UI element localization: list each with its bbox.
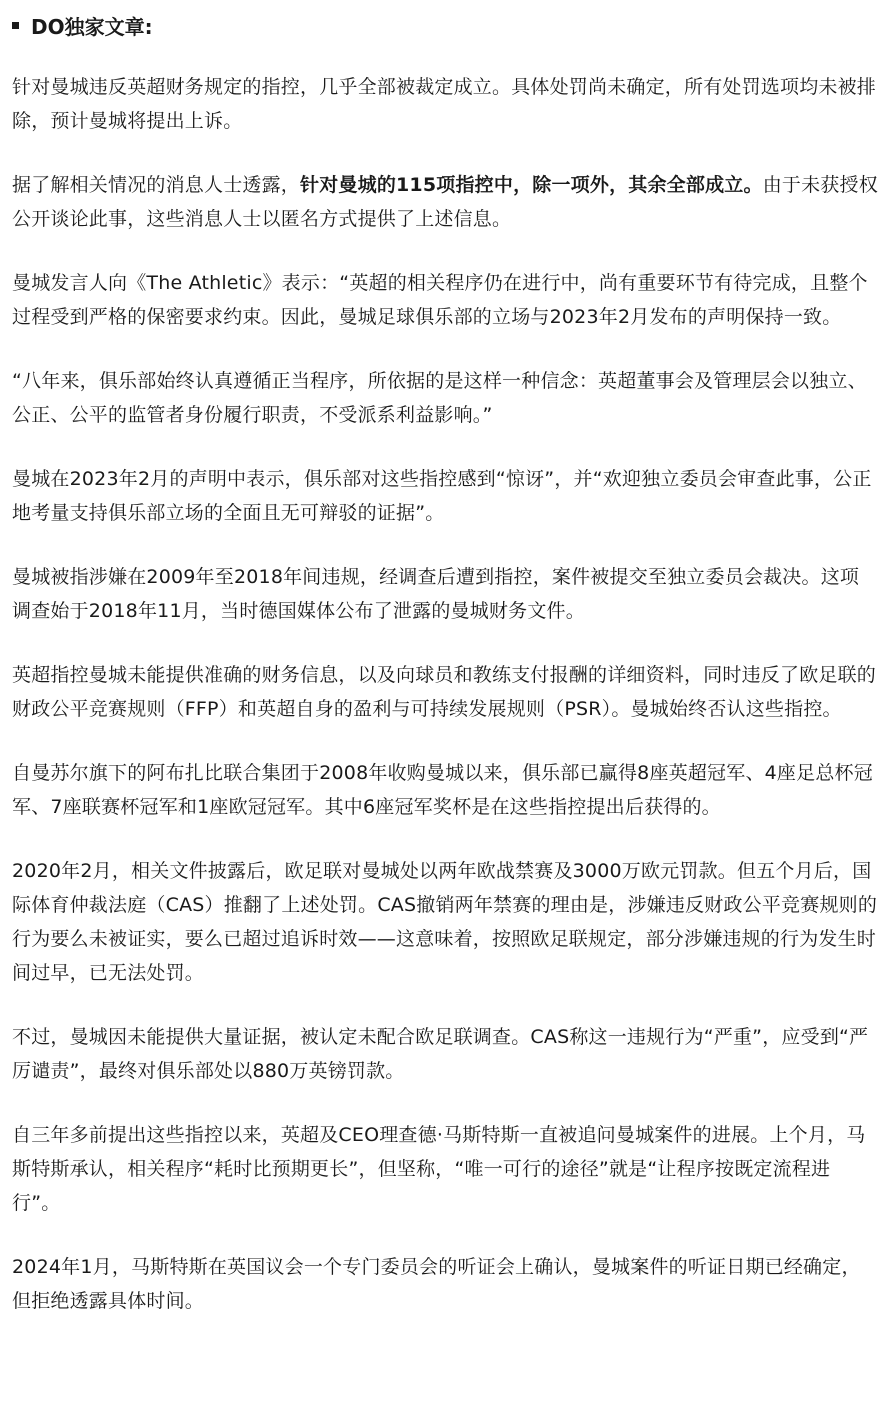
paragraph-7: 英超指控曼城未能提供准确的财务信息，以及向球员和教练支付报酬的详细资料，同时违反了欧足联的财政公平竞赛规则（FFP）和英超自身的盈利与可持续发展规则（PSR）。曼城始终否认这些指控。 <box>12 664 877 720</box>
paragraph-6: 曼城被指涉嫌在2009年至2018年间违规，经调查后遭到指控，案件被提交至独立委员会裁决。这项调查始于2018年11月，当时德国媒体公布了泄露的曼城财务文件。 <box>12 566 860 622</box>
paragraph-10: 不过，曼城因未能提供大量证据，被认定未配合欧足联调查。CAS称这一违规行为“严重”，应受到“严厉谴责”，最终对俱乐部处以880万英镑罚款。 <box>12 1026 869 1082</box>
header-title: DO独家文章: <box>31 14 153 39</box>
article-header <box>12 12 153 38</box>
paragraph-2-lead: 据了解相关情况的消息人士透露， <box>12 174 301 196</box>
paragraph-2-tail: 由于未获授权公开谈论此事，这些消息人士以匿名方式提供了上述信息。 <box>12 174 878 230</box>
paragraph-12: 2024年1月，马斯特斯在英国议会一个专门委员会的听证会上确认，曼城案件的听证日期已经确定，但拒绝透露具体时间。 <box>12 1256 861 1312</box>
paragraph-3: 曼城发言人向《The Athletic》表示：“英超的相关程序仍在进行中，尚有重要环节有待完成，且整个过程受到严格的保密要求约束。因此，曼城足球俱乐部的立场与2023年2月发布的声明保持一致。 <box>12 272 868 328</box>
article-body <box>12 70 878 1318</box>
paragraph-1: 针对曼城违反英超财务规定的指控，几乎全部被裁定成立。具体处罚尚未确定，所有处罚选项均未被排除，预计曼城将提出上诉。 <box>12 76 877 132</box>
paragraph-5: 曼城在2023年2月的声明中表示，俱乐部对这些指控感到“惊讶”，并“欢迎独立委员会审查此事，公正地考量支持俱乐部立场的全面且无可辩驳的证据”。 <box>12 468 872 524</box>
paragraph-11: 自三年多前提出这些指控以来，英超及CEO理查德·马斯特斯一直被追问曼城案件的进展。上个月，马斯特斯承认，相关程序“耗时比预期更长”，但坚称，“唯一可行的途径”就是“让程序按既定流程进行”。 <box>12 1124 866 1214</box>
bullet-icon <box>12 22 19 29</box>
paragraph-8: 自曼苏尔旗下的阿布扎比联合集团于2008年收购曼城以来，俱乐部已赢得8座英超冠军、4座足总杯冠军、7座联赛杯冠军和1座欧冠冠军。其中6座冠军奖杯是在这些指控提出后获得的。 <box>12 762 873 818</box>
paragraph-2-highlight: 针对曼城的115项指控中，除一项外，其余全部成立。 <box>300 174 763 196</box>
paragraph-9: 2020年2月，相关文件披露后，欧足联对曼城处以两年欧战禁赛及3000万欧元罚款。但五个月后，国际体育仲裁法庭（CAS）推翻了上述处罚。CAS撤销两年禁赛的理由是，涉嫌违反财政公平竞赛规则的行为要么未被证实，要么已超过追诉时效——这意味着，按照欧足联规定，部分涉嫌违规的行为发生时间过早，已无法处罚。 <box>12 860 878 984</box>
paragraph-2 <box>12 168 878 236</box>
paragraph-4: “八年来，俱乐部始终认真遵循正当程序，所依据的是这样一种信念：英超董事会及管理层会以独立、公正、公平的监管者身份履行职责，不受派系利益影响。” <box>12 370 867 426</box>
